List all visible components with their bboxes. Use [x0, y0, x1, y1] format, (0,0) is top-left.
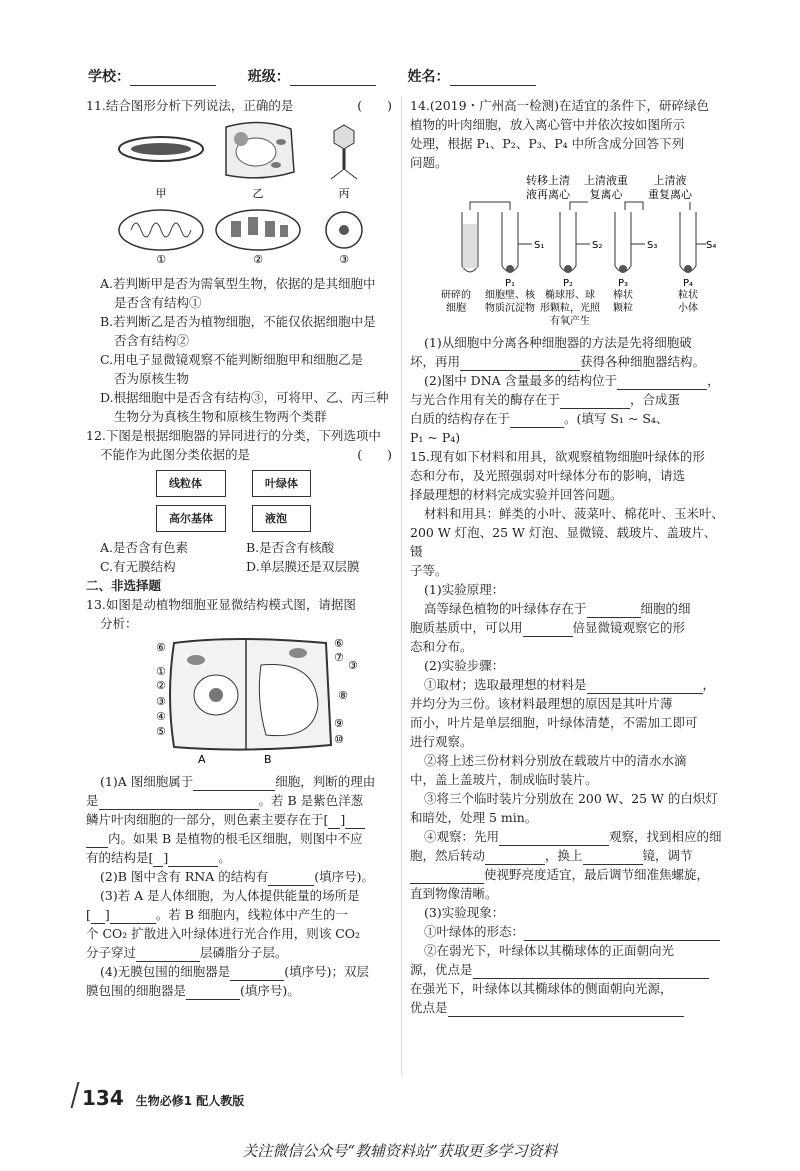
svg-text:B: B	[264, 753, 272, 765]
svg-text:S₄: S₄	[706, 240, 717, 251]
label-bing: 丙	[338, 187, 350, 200]
q13-blank-4[interactable]	[168, 853, 218, 867]
svg-text:椭球形、球: 椭球形、球	[545, 290, 595, 301]
q14-blank-3[interactable]	[560, 395, 630, 409]
book-title: 生物必修1 配人教版	[135, 1094, 245, 1108]
footer-slash	[71, 1082, 80, 1108]
class-field[interactable]	[290, 71, 376, 86]
tube-4	[680, 212, 696, 273]
svg-text:③: ③	[156, 695, 166, 708]
section-title: 二、非选择题	[86, 578, 162, 593]
q12-option-b[interactable]: B.是否含有核酸	[246, 540, 335, 555]
structure-2	[216, 210, 300, 250]
class-label: 班级：	[247, 69, 290, 85]
q12-option-a[interactable]: A.是否含有色素	[100, 540, 189, 555]
svg-text:⑦: ⑦	[334, 651, 344, 664]
q13-blank-1[interactable]	[193, 777, 275, 791]
name-field[interactable]	[450, 71, 536, 86]
column-divider	[401, 96, 402, 1076]
svg-text:⑧: ⑧	[338, 689, 348, 702]
svg-text:棒状: 棒状	[613, 290, 633, 301]
svg-text:⑥: ⑥	[156, 641, 166, 654]
svg-text:物质沉淀物: 物质沉淀物	[485, 303, 535, 314]
q11-stem: 11.结合图形分析下列说法，正确的是 ( )	[86, 98, 392, 113]
q13-blank-7[interactable]	[136, 948, 200, 962]
label-jia: 甲	[155, 187, 167, 200]
q11-option-c[interactable]: C.用电子显微镜观察不能判断细胞甲和细胞乙是 否为原核生物	[100, 352, 364, 386]
q14-blank-4[interactable]	[510, 414, 564, 428]
q15-blank-9[interactable]	[473, 965, 709, 979]
page-number: 134	[82, 1086, 124, 1110]
svg-text:颗粒: 颗粒	[613, 303, 633, 314]
svg-text:S₂: S₂	[592, 240, 603, 251]
q11-figure	[86, 117, 392, 272]
right-column: 14.(2019・广州高一检测)在适宜的条件下，研碎绿色 植物的叶肉细胞，放入离心管中并依次按如图所示 处理，根据 P₁、P₂、P₃、P₄ 中所含成分回答下列 问题。 转移上清 液再离心 上清液重 复离心 上清液 重复离心 S₁ S₂ S₃ S₄ P₁ P₂ P₃ P₄ 研碎的 细胞 细胞壁、核 物质沉淀物 椭球形、球 形颗粒，光照 有氧产生 棒状 颗粒 粒状 小体 (1)从细胞中分离各种细胞器的方法是先将细胞破 坏，再用 获得各种细胞器结构。 (2)图中 DNA 含量最多的结构位于 ， 与光合作用有关的酶存在于 ，合成蛋 白质的结构存在于 。(填写 S₁ ~ S₄、 P₁ ~ P₄) 15.现有如下材料和用具，欲观察植物细胞叶绿体的形 态和分布，及光照强弱对叶绿体分布的影响，请选 择最理想的材料完成实验并回答问题。 材料和用具：鲜类的小叶、菠菜叶、棉花叶、玉米叶、 200 W 灯泡、25 W 灯泡、显微镜、载玻片、盖玻片、镊 子等。 (1)实验原理： 高等绿色植物的叶绿体存在于 细胞的细 胞质基质中，可以用 倍显微镜观察它的形 态和分布。 (2)实验步骤： ①取材；选取最理想的材料是 ， 并均分为三份。该材料最理想的原因是其叶片薄 而小，叶片是单层细胞，叶绿体清楚，不需加工即可 进行观察。 ②将上述三份材料分别放在载玻片中的清水水滴 中，盖上盖玻片，制成临时装片。 ③将三个临时装片分别放在 200 W、25 W 的白炽灯 和暗处，处理 5 min。 ④观察：先用 观察，找到相应的细 胞，然后转动 ，换上 镜，调节 使视野亮度适宜，最后调节细准焦螺旋， 直到物像清晰。 (3)实验现象： ①叶绿体的形态： ②在弱光下，叶绿体以其椭球体的正面朝向光 源，优点是 在强光下，叶绿体以其椭球体的侧面朝向光源， 优点是	[410, 98, 725, 1015]
svg-text:P₂: P₂	[562, 278, 574, 289]
q14-stem: 14.(2019・广州高一检测)在适宜的条件下，研碎绿色	[410, 98, 709, 113]
svg-text:上清液: 上清液	[653, 174, 687, 187]
svg-text:⑨: ⑨	[334, 717, 344, 730]
q13-stem: 13.如图是动植物细胞亚显微结构模式图，请据图	[86, 597, 356, 612]
q13-blank-8[interactable]	[230, 967, 284, 981]
svg-text:②: ②	[253, 253, 263, 266]
svg-text:①: ①	[156, 253, 166, 266]
structure-3	[326, 212, 362, 248]
q15-blank-2[interactable]	[523, 623, 573, 637]
svg-text:有氧产生: 有氧产生	[550, 316, 590, 326]
q11-option-a[interactable]: A.若判断甲是否为需氧型生物，依据的是其细胞中 是否含有结构①	[100, 276, 376, 310]
q14-blank-2[interactable]	[617, 376, 707, 390]
q11-option-b[interactable]: B.若判断乙是否为植物细胞，不能仅依据细胞中是 否含有结构②	[100, 314, 376, 348]
q12-option-d[interactable]: D.单层膜还是双层膜	[246, 559, 360, 574]
q15-blank-5[interactable]	[485, 851, 545, 865]
left-column: 11.结合图形分析下列说法，正确的是 ( ) 甲 乙 丙 ① ② ③ A.若判断甲是否为需氧型生物，依据的是其细胞中 是否含有结构① B.若判断乙是否为植物细胞，不能仅依据细胞中是 否含有结构② C.用电子显微镜观察不能判断细胞甲和细胞乙是 否为原核生物 D.根据细胞中是否含有结构③，可将甲、乙、丙三种 生物分为真核生物和原核生物两个类群 12.下图是根据细胞器的异同进行的分类，下列选项中 不能作为此图分类依据的是 ( ) 线粒体 叶绿体 高尔基体 液泡 A.是否含有色素 B.是否含有核酸 C.有无膜结构 D.单层膜还是双层膜 二、非选择题 13.如图是动植物细胞亚显微结构模式图，请据图 分析： ⑥ ① ② ③ ④ ⑤ ⑥ ⑦ ③ ⑧ ⑨ ⑩ A B (1)A 图细胞属于 细胞，判断的理由 是 。若 B 是紫色洋葱 鳞片叶肉细胞的一部分，则色素主要存在于[ ] 内。如果 B 是植物的根毛区细胞，则图中不应 有的结构是[ ] 。 (2)B 图中含有 RNA 的结构有 (填序号)。 (3)若 A 是人体细胞，为人体提供能量的场所是 [ ] 。若 B 细胞内，线粒体中产生的一 个 CO₂ 扩散进入叶绿体进行光合作用，则该 CO₂ 分子穿过 层磷脂分子层。 (4)无膜包围的细胞器是 (填序号)；双层 膜包围的细胞器是 (填序号)。	[86, 98, 392, 998]
svg-text:③: ③	[339, 253, 349, 266]
svg-text:液再离心: 液再离心	[526, 188, 570, 201]
svg-text:P₁: P₁	[504, 278, 516, 289]
cell-jia	[119, 137, 203, 161]
q13-blank-5[interactable]	[268, 872, 314, 886]
svg-text:⑩: ⑩	[334, 733, 344, 746]
tube-3	[615, 212, 631, 273]
q13-figure	[86, 635, 392, 770]
q13-blank-6[interactable]	[110, 910, 156, 924]
q12-stem: 12.下图是根据细胞器的异同进行的分类，下列选项中	[86, 428, 381, 443]
q15-blank-3[interactable]	[587, 680, 703, 694]
tube-1	[502, 212, 518, 273]
q13-blank-3[interactable]	[345, 815, 365, 829]
svg-text:S₃: S₃	[647, 240, 658, 251]
q15-blank-4[interactable]	[499, 832, 609, 846]
q12-classification-table: 线粒体 叶绿体 高尔基体 液泡	[156, 470, 311, 532]
q12-answer-paren[interactable]: ( )	[357, 447, 392, 462]
svg-text:研碎的: 研碎的	[441, 290, 471, 301]
svg-text:⑤: ⑤	[156, 725, 166, 738]
svg-text:上清液重: 上清液重	[584, 174, 628, 187]
svg-text:③: ③	[348, 659, 358, 672]
svg-text:复离心: 复离心	[589, 188, 623, 201]
q15-blank-7[interactable]	[410, 870, 484, 884]
q15-blank-8[interactable]	[524, 927, 720, 941]
q14-blank-1[interactable]	[460, 357, 580, 371]
q15-blank-10[interactable]	[448, 1003, 684, 1017]
q11-answer-paren[interactable]: ( )	[357, 98, 392, 113]
svg-text:P₃: P₃	[617, 278, 629, 289]
svg-text:①: ①	[156, 665, 166, 678]
structure-1	[119, 210, 203, 250]
q15-stem: 15.现有如下材料和用具，欲观察植物细胞叶绿体的形	[410, 449, 705, 464]
svg-text:粒状: 粒状	[678, 290, 698, 301]
page-header	[88, 66, 536, 86]
cell-yi	[226, 122, 294, 177]
svg-text:④: ④	[156, 710, 166, 723]
svg-text:②: ②	[156, 679, 166, 692]
label-yi: 乙	[252, 187, 264, 200]
q15-blank-6[interactable]	[583, 851, 643, 865]
school-field[interactable]	[130, 71, 216, 86]
svg-text:细胞: 细胞	[446, 303, 466, 314]
svg-text:P₄: P₄	[682, 278, 694, 289]
svg-text:形颗粒，光照: 形颗粒，光照	[540, 303, 600, 314]
tube-2	[560, 212, 576, 273]
tube-0	[462, 212, 478, 272]
svg-text:转移上清: 转移上清	[526, 174, 570, 187]
q14-centrifuge-figure	[410, 174, 726, 331]
q11-option-d[interactable]: D.根据细胞中是否含有结构③，可将甲、乙、丙三种 生物分为真核生物和原核生物两个类群	[100, 390, 389, 424]
q15-blank-1[interactable]	[587, 604, 641, 618]
promo-note: 关注微信公众号“教辅资料站”获取更多学习资料	[242, 1142, 558, 1160]
school-label: 学校：	[88, 69, 130, 85]
cell-bing	[331, 125, 357, 179]
svg-text:重复离心: 重复离心	[648, 188, 692, 201]
q12-option-c[interactable]: C.有无膜结构	[100, 559, 176, 574]
svg-text:A: A	[198, 753, 206, 765]
q13-blank-2[interactable]	[99, 796, 259, 810]
page-footer	[82, 1086, 244, 1110]
svg-text:小体: 小体	[678, 303, 698, 314]
q13-blank-9[interactable]	[186, 986, 240, 1000]
name-label: 姓名：	[407, 69, 450, 85]
svg-text:S₁: S₁	[534, 240, 545, 251]
svg-text:细胞壁、核: 细胞壁、核	[485, 290, 535, 301]
svg-text:⑥: ⑥	[334, 637, 344, 650]
